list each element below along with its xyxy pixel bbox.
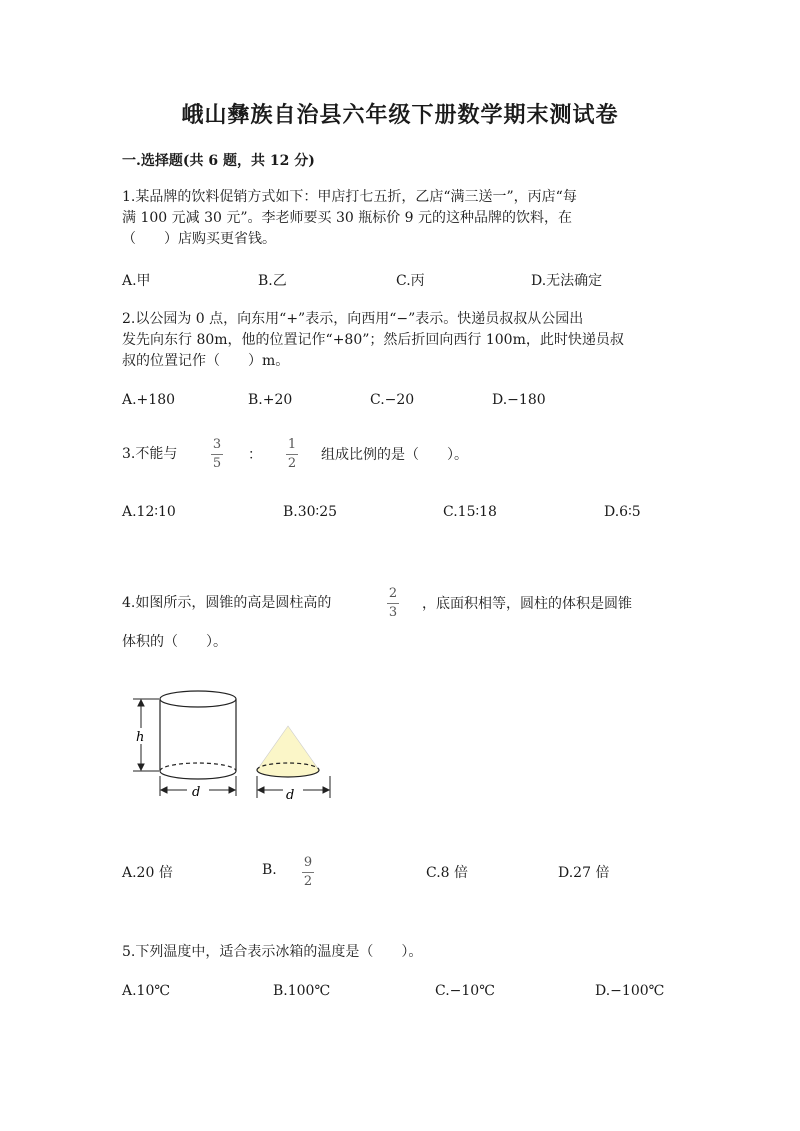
fraction-bar bbox=[211, 454, 223, 455]
question-text-line: 1.某品牌的饮料促销方式如下：甲店打七五折，乙店“满三送一”，丙店“每 bbox=[122, 189, 577, 205]
question-text-line: 5.下列温度中，适合表示冰箱的温度是（ ）。 bbox=[122, 944, 423, 960]
fraction-3-5 bbox=[207, 437, 227, 472]
option-b[interactable]: B.+20 bbox=[248, 392, 293, 408]
fraction-numerator: 9 bbox=[303, 855, 313, 870]
option-d[interactable]: D.27 倍 bbox=[558, 865, 610, 881]
question-text-line: 发先向东行 80m，他的位置记作“+80”；然后折回向西行 100m，此时快递员叔 bbox=[122, 332, 624, 348]
fraction-bar bbox=[302, 872, 314, 873]
cylinder-cone-figure bbox=[125, 686, 345, 804]
fraction-numerator: 2 bbox=[388, 586, 398, 601]
question-text-suffix: 组成比例的是（ ）。 bbox=[321, 447, 468, 463]
height-label: h bbox=[136, 730, 145, 745]
fraction-numerator: 3 bbox=[212, 437, 222, 452]
question-text-prefix: 3.不能与 bbox=[122, 446, 178, 462]
option-c[interactable]: C.−10℃ bbox=[435, 983, 495, 999]
question-text-line: 叔的位置记作（ ）m。 bbox=[122, 353, 290, 369]
fraction-1-2 bbox=[282, 437, 302, 472]
option-d[interactable]: D.6∶5 bbox=[604, 504, 641, 520]
option-b[interactable]: B.100℃ bbox=[273, 983, 331, 999]
fraction-denominator: 2 bbox=[303, 874, 313, 889]
option-b[interactable]: B.乙 bbox=[258, 273, 287, 289]
question-text-line: 2.以公园为 0 点，向东用“+”表示，向西用“−”表示。快递员叔叔从公园出 bbox=[122, 311, 584, 327]
section-heading: 一.选择题(共 6 题，共 12 分) bbox=[122, 153, 315, 169]
cone bbox=[257, 726, 319, 777]
question-text-prefix: 4.如图所示，圆锥的高是圆柱高的 bbox=[122, 595, 332, 611]
option-c[interactable]: C.15∶18 bbox=[443, 504, 497, 520]
question-text-line: 体积的（ ）。 bbox=[122, 634, 227, 650]
question-text-suffix: ，底面积相等，圆柱的体积是圆锥 bbox=[422, 596, 632, 612]
fraction-denominator: 3 bbox=[388, 605, 398, 620]
fraction-numerator: 1 bbox=[287, 437, 297, 452]
fraction-bar bbox=[286, 454, 298, 455]
question-text-line: （ ）店购买更省钱。 bbox=[122, 231, 276, 247]
fraction-2-3 bbox=[383, 586, 403, 621]
option-d[interactable]: D.−100℃ bbox=[595, 983, 665, 999]
diameter-label: d bbox=[192, 785, 201, 800]
option-a[interactable]: A.10℃ bbox=[122, 983, 171, 999]
option-c[interactable]: C.丙 bbox=[396, 273, 425, 289]
option-b[interactable]: B.30∶25 bbox=[283, 504, 338, 520]
option-a[interactable]: A.+180 bbox=[122, 392, 176, 408]
fraction-9-2 bbox=[298, 855, 318, 890]
diameter-label: d bbox=[286, 788, 295, 803]
option-a[interactable]: A.甲 bbox=[122, 273, 151, 289]
option-a[interactable]: A.20 倍 bbox=[122, 865, 173, 881]
option-d[interactable]: D.−180 bbox=[492, 392, 546, 408]
option-c[interactable]: C.8 倍 bbox=[426, 865, 469, 881]
option-d[interactable]: D.无法确定 bbox=[531, 273, 603, 289]
page-title: 峨山彝族自治县六年级下册数学期末测试卷 bbox=[181, 102, 619, 128]
fraction-denominator: 5 bbox=[212, 456, 222, 471]
option-c[interactable]: C.−20 bbox=[370, 392, 415, 408]
question-text-line: 满 100 元减 30 元”。李老师要买 30 瓶标价 9 元的这种品牌的饮料，在 bbox=[122, 210, 573, 226]
ratio-colon: ： bbox=[248, 447, 262, 463]
fraction-bar bbox=[387, 603, 399, 604]
option-b[interactable]: B. bbox=[262, 862, 277, 878]
cylinder bbox=[160, 691, 236, 779]
fraction-denominator: 2 bbox=[287, 456, 297, 471]
option-a[interactable]: A.12∶10 bbox=[122, 504, 176, 520]
